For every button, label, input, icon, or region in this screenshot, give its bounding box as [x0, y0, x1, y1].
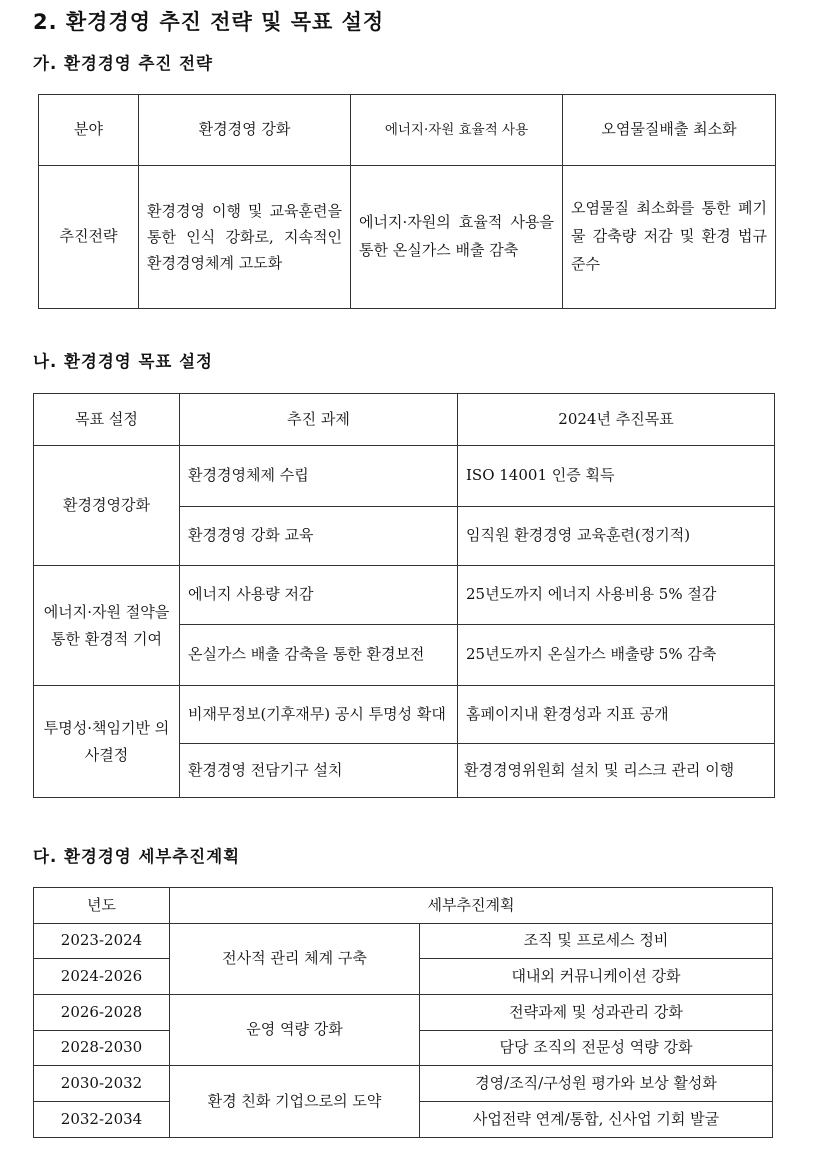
plan-year: 2032-2034 [34, 1102, 170, 1138]
header-target: 2024년 추진목표 [458, 394, 775, 446]
goal-group-label: 환경경영강화 [34, 446, 180, 566]
header-env-management: 환경경영 강화 [139, 95, 351, 166]
row-label-strategy: 추진전략 [39, 166, 139, 309]
goal-task: 환경경영체제 수립 [180, 446, 458, 507]
goals-table [33, 393, 775, 798]
plan-year: 2026-2028 [34, 995, 170, 1031]
header-goal: 목표 설정 [34, 394, 180, 446]
goal-row [34, 446, 775, 507]
section-b-heading: 나. 환경경영 목표 설정 [33, 352, 213, 371]
header-pollution: 오염물질배출 최소화 [563, 95, 776, 166]
plan-row [34, 995, 773, 1031]
plan-year: 2028-2030 [34, 1031, 170, 1066]
strategy-header-row [39, 95, 776, 166]
goal-target: 홈페이지내 환경성과 지표 공개 [458, 686, 775, 744]
header-energy: 에너지·자원 효율적 사용 [351, 95, 563, 166]
plan-year: 2024-2026 [34, 959, 170, 995]
plan-stage: 전사적 관리 체계 구축 [170, 924, 420, 995]
header-task: 추진 과제 [180, 394, 458, 446]
goal-task: 환경경영 전담기구 설치 [180, 744, 458, 798]
header-field: 분야 [39, 95, 139, 166]
goal-target: 환경경영위원회 설치 및 리스크 관리 이행 [458, 744, 775, 798]
plan-item: 전략과제 및 성과관리 강화 [420, 995, 773, 1031]
section-c-heading: 다. 환경경영 세부추진계획 [33, 847, 241, 866]
header-plan: 세부추진계획 [170, 888, 773, 924]
header-year: 년도 [34, 888, 170, 924]
strategy-cell-env: 환경경영 이행 및 교육훈련을 통한 인식 강화로, 지속적인 환경경영체계 고도화 [139, 166, 351, 309]
goal-row [34, 686, 775, 744]
goal-task: 환경경영 강화 교육 [180, 507, 458, 566]
strategy-table [38, 94, 776, 309]
plan-item: 담당 조직의 전문성 역량 강화 [420, 1031, 773, 1066]
strategy-row [39, 166, 776, 309]
page-title: 2. 환경경영 추진 전략 및 목표 설정 [33, 10, 385, 34]
plan-item: 경영/조직/구성원 평가와 보상 활성화 [420, 1066, 773, 1102]
strategy-cell-energy: 에너지·자원의 효율적 사용을 통한 온실가스 배출 감축 [351, 166, 563, 309]
goal-row [34, 566, 775, 625]
plan-year: 2030-2032 [34, 1066, 170, 1102]
strategy-cell-pollution: 오염물질 최소화를 통한 폐기물 감축량 저감 및 환경 법규 준수 [563, 166, 776, 309]
goal-group-label: 에너지·자원 절약을 통한 환경적 기여 [34, 566, 180, 686]
goal-task: 온실가스 배출 감축을 통한 환경보전 [180, 625, 458, 686]
section-a-heading: 가. 환경경영 추진 전략 [33, 54, 213, 73]
plan-row [34, 924, 773, 959]
goal-target: 25년도까지 에너지 사용비용 5% 절감 [458, 566, 775, 625]
plan-item: 사업전략 연계/통합, 신사업 기회 발굴 [420, 1102, 773, 1138]
plan-item: 대내외 커뮤니케이션 강화 [420, 959, 773, 995]
plan-item: 조직 및 프로세스 정비 [420, 924, 773, 959]
plan-header-row [34, 888, 773, 924]
goal-task: 에너지 사용량 저감 [180, 566, 458, 625]
goal-target: 임직원 환경경영 교육훈련(정기적) [458, 507, 775, 566]
plan-stage: 운영 역량 강화 [170, 995, 420, 1066]
plan-year: 2023-2024 [34, 924, 170, 959]
plan-stage: 환경 친화 기업으로의 도약 [170, 1066, 420, 1138]
goal-target: ISO 14001 인증 획득 [458, 446, 775, 507]
goal-group-label: 투명성·책임기반 의사결정 [34, 686, 180, 798]
plan-table [33, 887, 773, 1138]
goal-task: 비재무정보(기후재무) 공시 투명성 확대 [180, 686, 458, 744]
plan-row [34, 1066, 773, 1102]
goals-header-row [34, 394, 775, 446]
goal-target: 25년도까지 온실가스 배출량 5% 감축 [458, 625, 775, 686]
